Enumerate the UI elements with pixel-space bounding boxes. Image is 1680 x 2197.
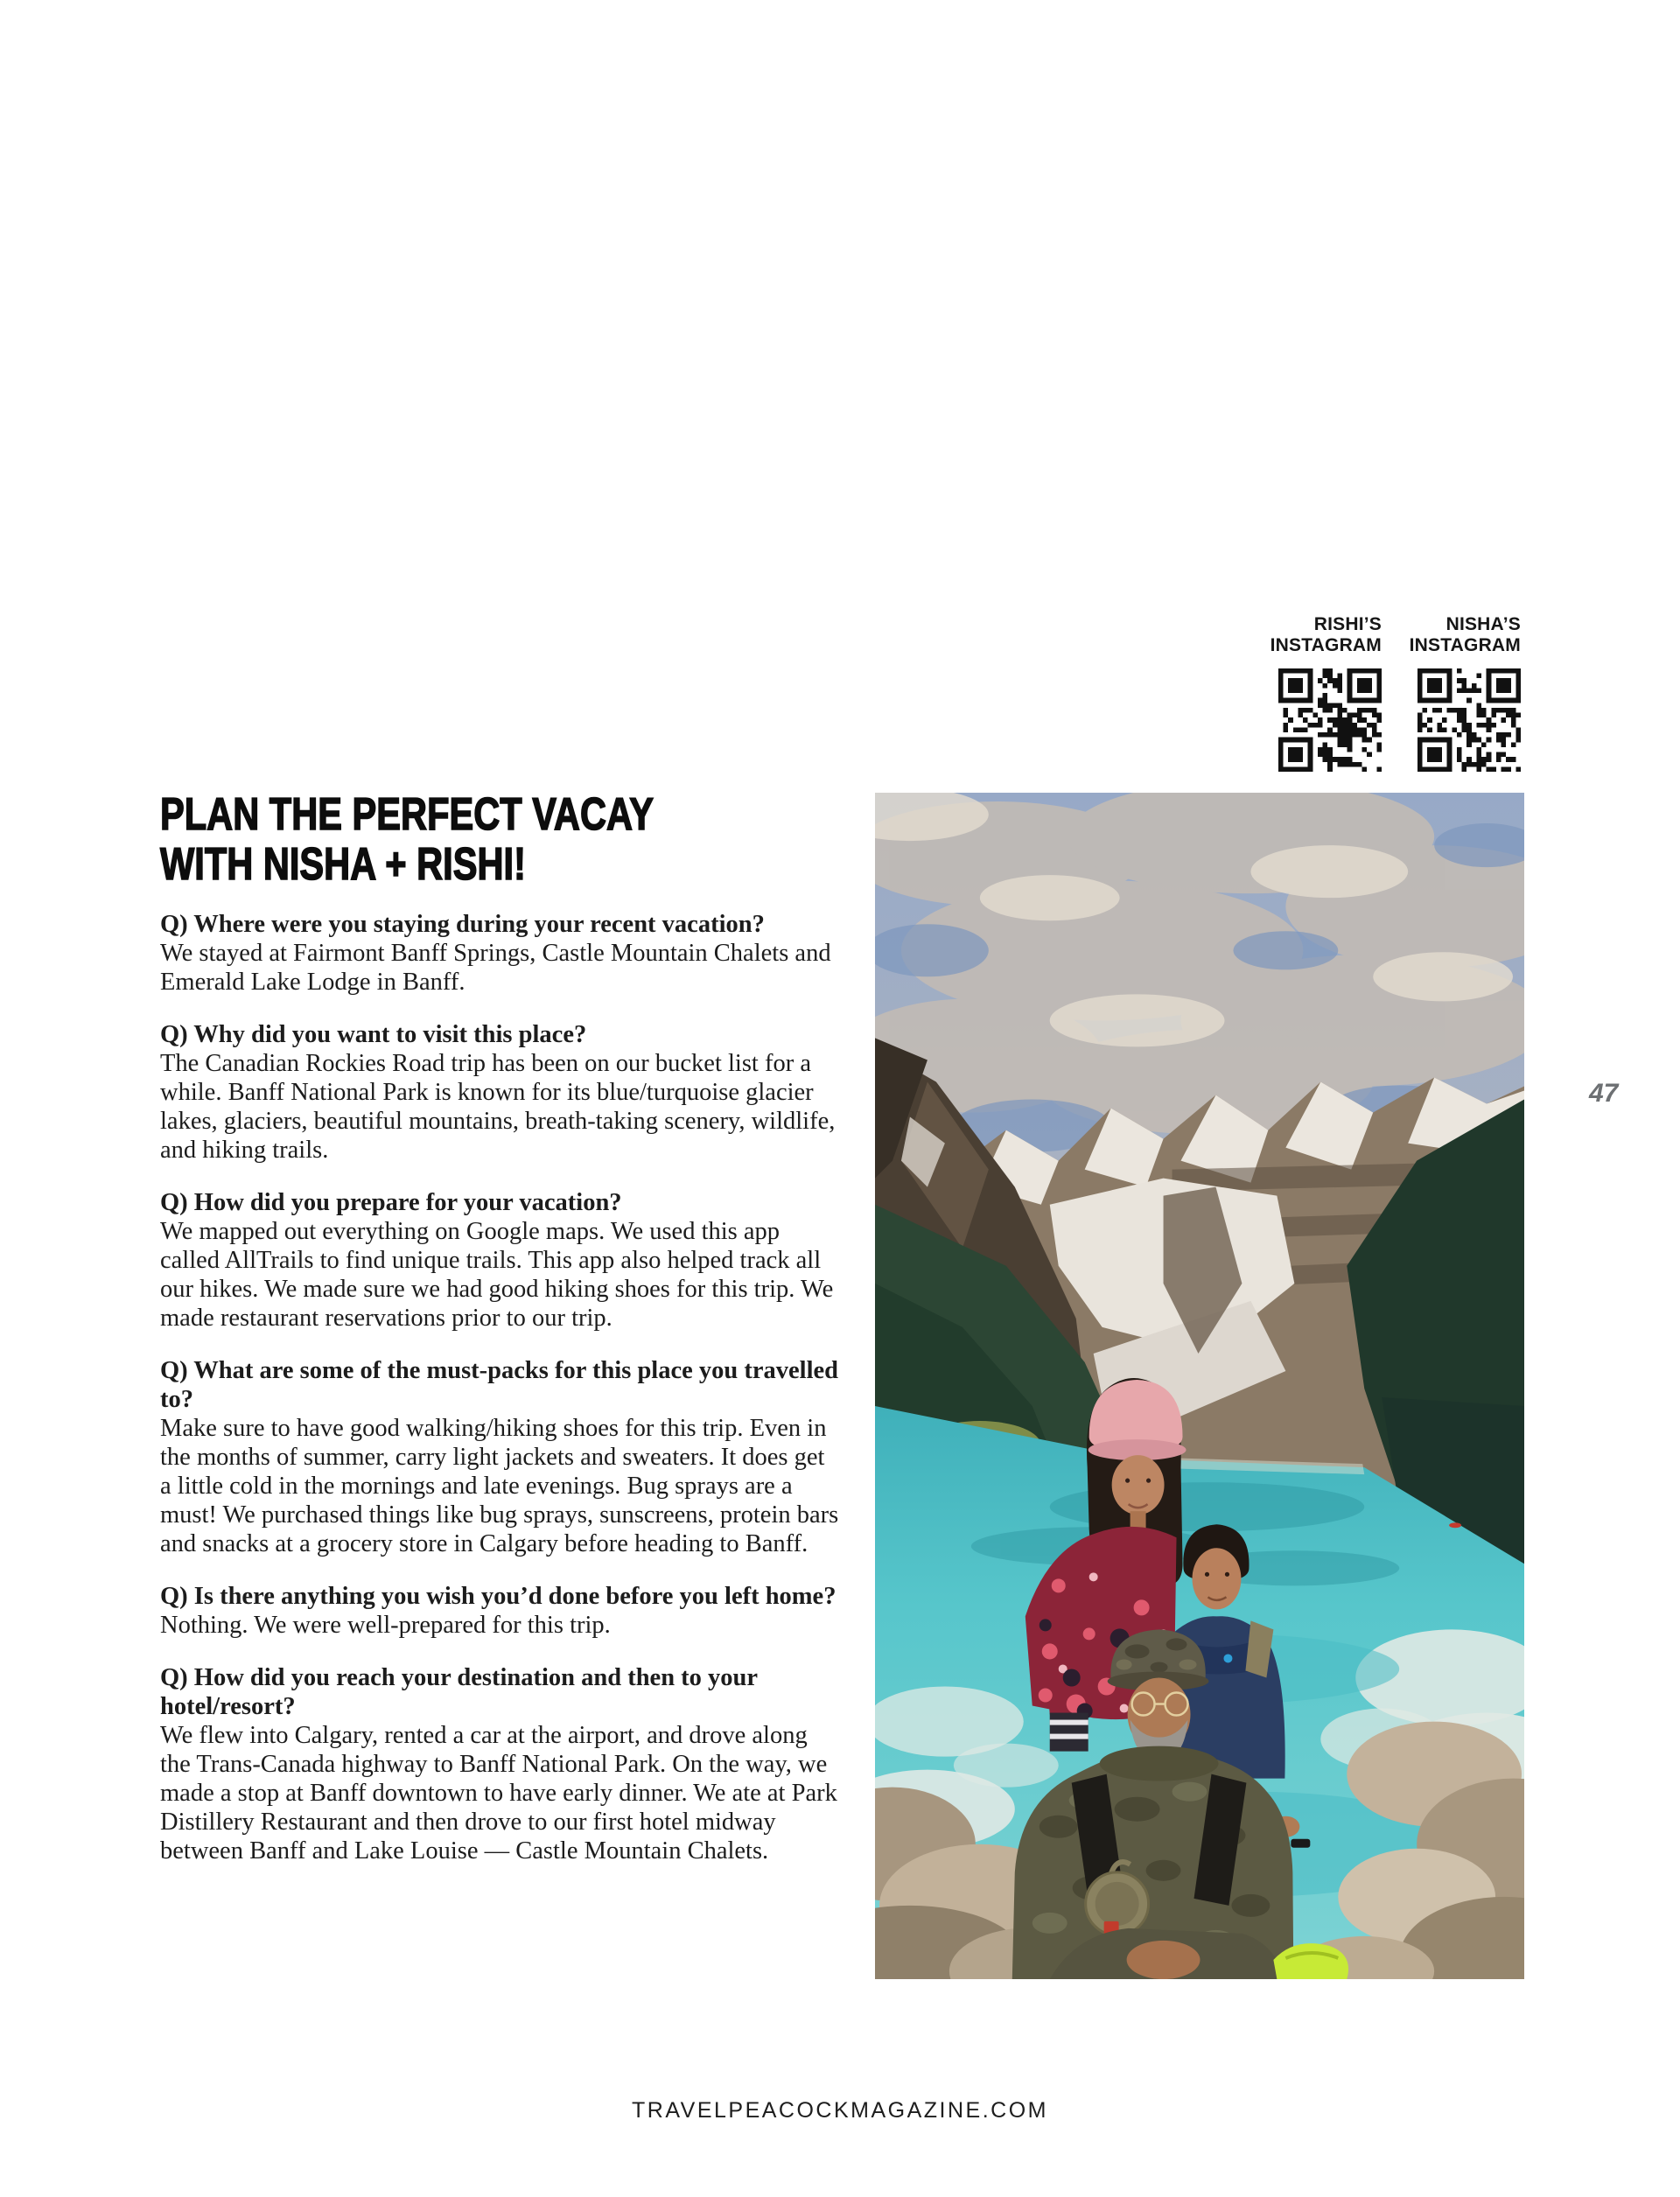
rishi-qr-label <box>1267 614 1382 656</box>
rishi-qr-block <box>1267 614 1382 772</box>
nisha-qr-block <box>1406 614 1521 772</box>
nisha-qr-label-line2: INSTAGRAM <box>1409 635 1521 655</box>
article-title-line1: PLAN THE PERFECT VACAY <box>160 789 654 840</box>
question-text: Q) Is there anything you wish you’d done before you left home? <box>160 1583 836 1610</box>
qa-block <box>160 1020 841 1165</box>
family-lake-photo <box>875 793 1524 1979</box>
qa-block <box>160 1188 841 1333</box>
rishi-instagram-qr-code <box>1278 668 1382 772</box>
page-number: 47 <box>1589 1079 1619 1108</box>
answer-text: Nothing. We were well-prepared for this trip. <box>160 1612 611 1639</box>
answer-text: We flew into Calgary, rented a car at the airport, and drove along the Trans-Canada highway to Banff National Park. On the way, we made a stop at Banff downtown to have early dinner. We ate at Park Distillery Restaurant and then drove to our first hotel midway between Banff and Lake Louise — Castle Mountain Chalets. <box>160 1722 837 1865</box>
question-text: Q) Where were you staying during your recent vacation? <box>160 911 765 938</box>
answer-text: We mapped out everything on Google maps. We used this app called AllTrails to find unique trails. This app also helped track all our hikes. We made sure we had good hiking shoes for this trip. We made restaurant reservations prior to our trip. <box>160 1218 834 1332</box>
red-canoe <box>1449 1522 1461 1528</box>
answer-text: The Canadian Rockies Road trip has been on our bucket list for a while. Banff National Park is known for its blue/turquoise glacier lakes, glaciers, beautiful mountains, breath-taking scenery, wildlife, and hiking trails. <box>160 1050 836 1164</box>
qa-block <box>160 1356 841 1558</box>
rishi-qr-label-line1: RISHI’S <box>1313 614 1382 634</box>
nisha-qr-label <box>1406 614 1521 656</box>
footer-url: TRAVELPEACOCKMAGAZINE.COM <box>632 2098 1048 2123</box>
qa-block <box>160 1582 841 1640</box>
nisha-instagram-qr-code <box>1418 668 1521 772</box>
question-text: Q) How did you prepare for your vacation? <box>160 1189 622 1216</box>
question-text: Q) What are some of the must-packs for this place you travelled to? <box>160 1357 838 1413</box>
qa-column <box>160 910 841 1889</box>
family-lake-photo-graphic <box>875 793 1524 1979</box>
clasped-hands <box>1127 1941 1200 1979</box>
answer-text: Make sure to have good walking/hiking shoes for this trip. Even in the months of summer, carry light jackets and sweaters. It does get a little cold in the mornings and late evenings. Bug sprays are a must! We purchased things like bug sprays, sunscreens, protein bars and snacks at a grocery store in Calgary before heading to Banff. <box>160 1415 839 1557</box>
wrist-watch <box>1291 1839 1310 1848</box>
qa-block <box>160 1663 841 1865</box>
question-text: Q) How did you reach your destination and then to your hotel/resort? <box>160 1664 758 1720</box>
nisha-qr-label-line1: NISHA’S <box>1446 614 1521 634</box>
answer-text: We stayed at Fairmont Banff Springs, Castle Mountain Chalets and Emerald Lake Lodge in Banff. <box>160 940 831 996</box>
striped-cuff <box>1050 1713 1088 1752</box>
qr-section <box>1267 614 1521 772</box>
article-title-line2: WITH NISHA + RISHI! <box>160 839 526 890</box>
qa-block <box>160 910 841 997</box>
question-text: Q) Why did you want to visit this place? <box>160 1021 587 1048</box>
article-title <box>160 790 777 890</box>
rishi-qr-label-line2: INSTAGRAM <box>1270 635 1382 655</box>
